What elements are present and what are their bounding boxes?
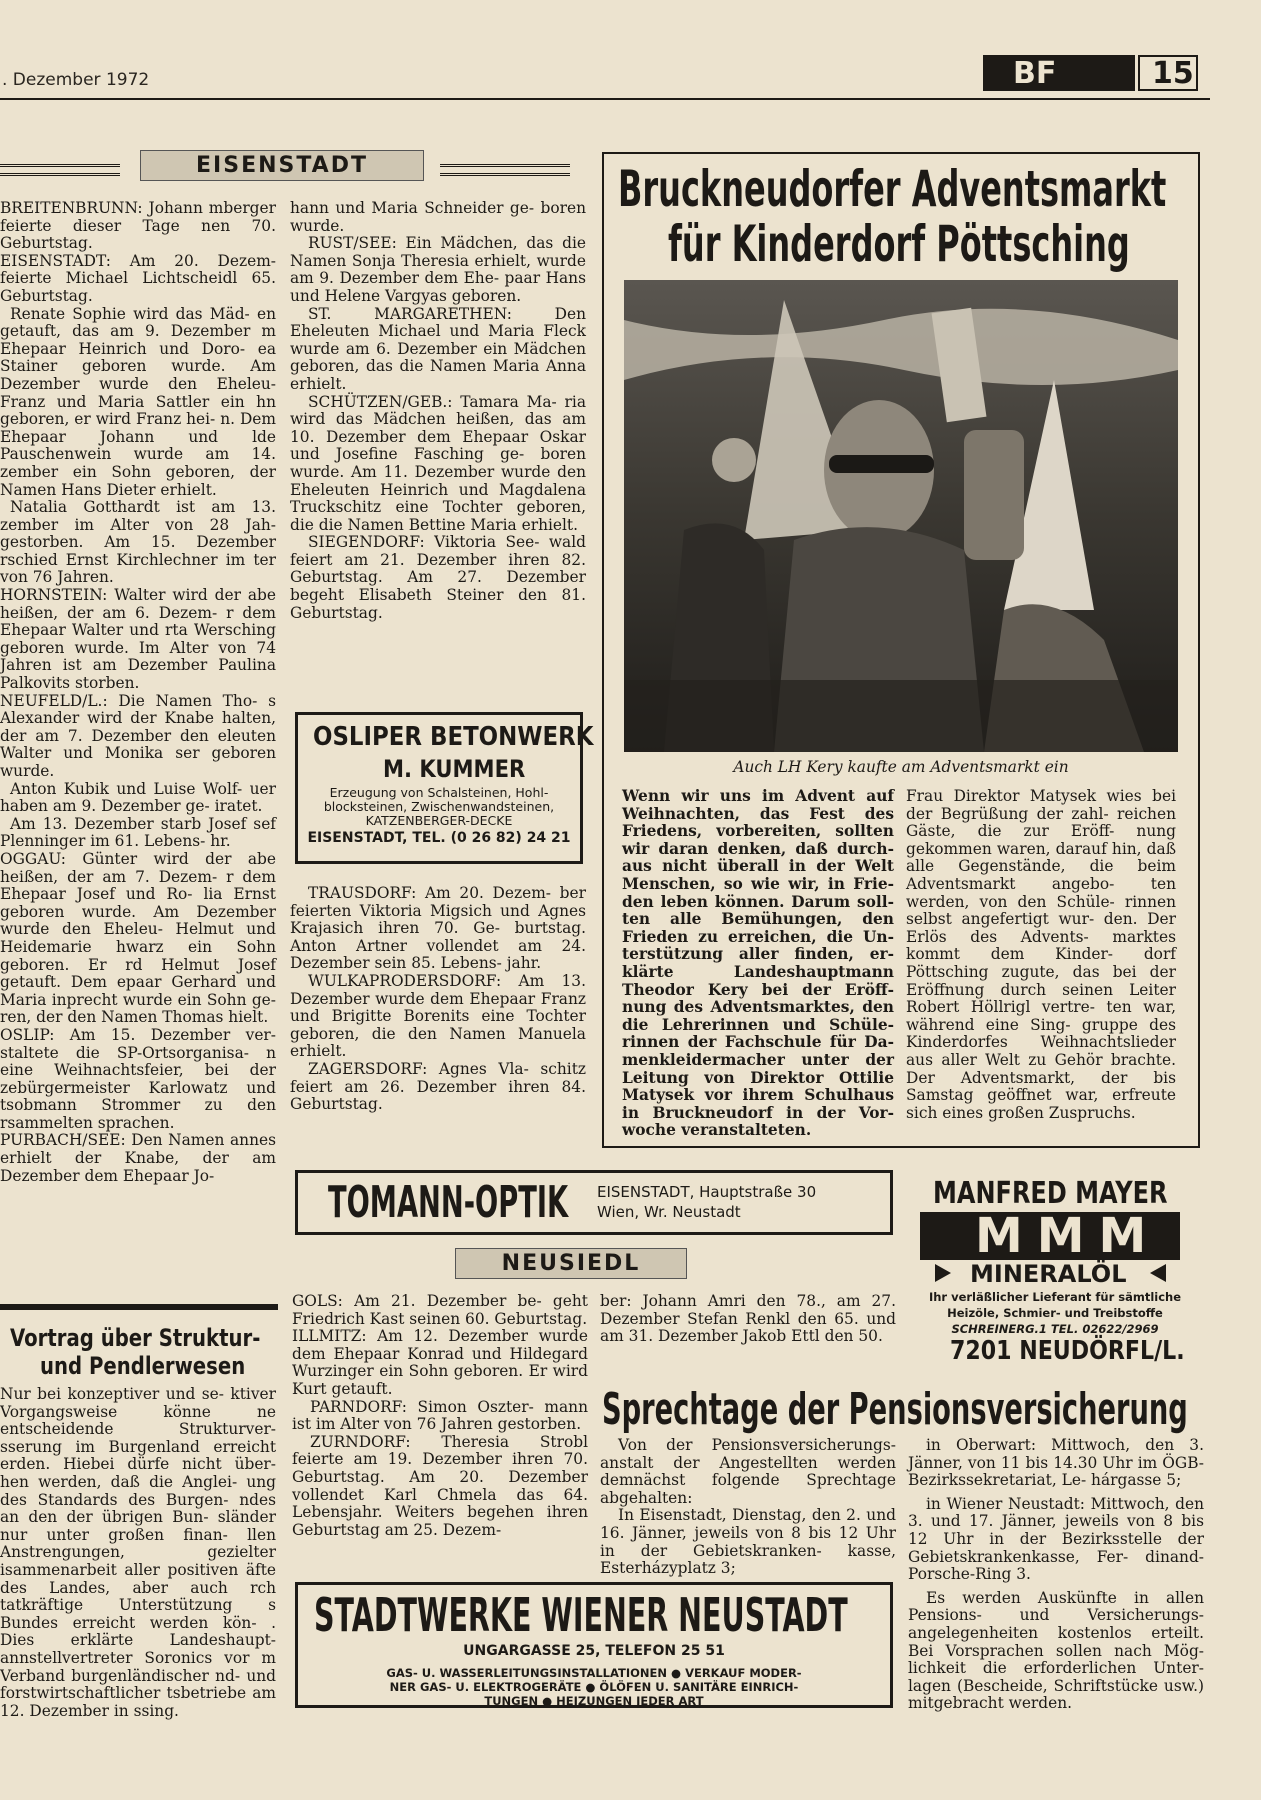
- advent-text-right: Frau Direktor Matysek wies bei der Begrüßung der zahl- reichen Gäste, die zur Eröff- nung gekommen waren, darauf hin, daß alle Gegenstände, die beim Adventsmarkt angebo- ten werden, von den Schüle- rinnen selbst angefertigt wur- den. Der Erlös des Advents- marktes kommt dem Kinder- dorf Pöttsching zugute, das bei der Eröffnung durch seinen Leiter Robert Höllrigl vertre- ten war, während eine Sing- gruppe des Kinderdorfes Weihnachtslieder aus aller Welt zu Gehör brachte. Der Adventsmarkt, der bis Samstag geöffnet war, erfreute sich eines großen Zuspruchs.: [906, 787, 1176, 1122]
- advent-text-left: Wenn wir uns im Advent auf Weihnachten, das Fest des Friedens, vorbereiten, sollten wir daran denken, daß durch- aus nicht überall in der Welt Menschen, so wie wir, in Frie- den leben können. Darum soll- ten alle Bemühungen, den Frieden zu erreichen, die Un- terstützung aller finden, er- klärte Landeshauptmann Theodor Kery bei der Eröff- nung des Adventsmarktes, den die Lehrerinnen und Schüle- rinnen der Fachschule für Da- menkleidermacher unter der Leitung von Direktor Ottilie Matysek vor ihrem Schulhaus in Bruckneudorf in der Vor- woche veranstalteten.: [622, 787, 894, 1140]
- notice-parndorf: PARNDORF: Simon Oszter- mann ist im Alter von 76 Jahren gestorben.: [292, 1397, 588, 1434]
- ad-mayer-name: MANFRED MAYER: [933, 1176, 1168, 1211]
- vortrag-rule: [0, 1304, 278, 1310]
- ad-oslip-name: OSLIPER BETONWERK: [313, 722, 594, 752]
- header-rule: [0, 98, 1210, 100]
- notice-zagersdorf: ZAGERSDORF: Agnes Vla- schitz feiert am 26. Dezember ihren 84. Geburtstag.: [290, 1059, 586, 1114]
- notice-gols: GOLS: Am 21. Dezember be- geht Friedrich Kast seinen 60. Geburtstag.: [292, 1292, 588, 1328]
- vortrag-headline-1: Vortrag über Struktur-: [10, 1324, 261, 1352]
- notice-stainer: Renate Sophie wird das Mäd- en getauft, das am 9. Dezember m Ehepaar Heinrich und Doro- ea Stainer geboren wurde. Am Dezember wurde den Eheleu- Franz und Maria Sattler ein hn geboren, er wird Franz hei- n. Dem Ehepaar Johann und lde Pauschenwein wurde am 14. zember ein Sohn geboren, der Namen Hans Dieter erhielt.: [0, 304, 276, 499]
- ad-stadtwerke-name: STADTWERKE WIENER NEUSTADT: [314, 1588, 848, 1642]
- vortrag-headline-2: und Pendlerwesen: [40, 1352, 246, 1380]
- advent-photo-caption: Auch LH Kery kaufte am Adventsmarkt ein: [733, 758, 1069, 776]
- ad-tomann-address-1: EISENSTADT, Hauptstraße 30: [597, 1183, 817, 1201]
- sprechtage-wiener-neustadt: in Wiener Neustadt: Mittwoch, den 3. und 17. Jänner, jeweils von 8 bis 12 Uhr in der Bezirksstelle der Gebietskrankenkasse, Fer- dinand-Porsche-Ring 3.: [908, 1494, 1204, 1584]
- eisenstadt-rule-left: [0, 164, 120, 176]
- notice-schuetzen: SCHÜTZEN/GEB.: Tamara Ma- ria wird das Mädchen heißen, das am 10. Dezember dem Ehepaar Oskar und Josefine Fasching ge- boren wurde. Am 11. Dezember wurde den Eheleuten Heinrich und Magdalena Truckschitz eine Tochter geboren, die die Namen Bettine Maria erhielt.: [290, 392, 586, 534]
- notice-breitenbrunn: BREITENBRUNN: Johann mberger feierte dieser Tage nen 70. Geburtstag.: [0, 199, 276, 253]
- ad-tomann-address-2: Wien, Wr. Neustadt: [597, 1203, 741, 1221]
- sprechtage-eisenstadt: In Eisenstadt, Dienstag, den 2. und 16. Jänner, jeweils von 8 bis 12 Uhr in der Gebietskranken- kasse, Esterházyplatz 3;: [600, 1506, 896, 1578]
- notice-gotthardt: Natalia Gotthardt ist am 13. zember im Alter von 28 Jah- gestorben. Am 15. Dezember rschied Ernst Kirchlechner im ter von 76 Jahren.: [0, 498, 276, 587]
- notice-zurndorf: ZURNDORF: Theresia Strobl feierte am 19. Dezember ihren 70. Geburtstag. Am 20. Dezember vollendet Karl Chmela das 64. Lebensjahr. Weiters begehen ihren Geburtstag am 25. Dezem-: [292, 1432, 588, 1539]
- notice-trausdorf: TRAUSDORF: Am 20. Dezem- ber feierten Viktoria Migsich und Agnes Krajasich ihren 70. Ge- burtstag. Anton Artner vollendet am 24. Dezember sein 85. Lebens- jahr.: [290, 884, 586, 973]
- vortrag-body: Nur bei konzeptiver und se- ktiver Vorgangsweise könne ne entscheidende Strukturver- sserung im Burgenland erreicht erden. Hiebei dürfe nicht über- hen werden, daß die Anglei- ung des Standards des Burgen- ndes an den der übrigen Bun- sländer nur unter großen finan- llen Anstrengungen, gezielter isammenarbeit aller positiven äfte des Landes, aber auch rch tatkräftige Unterstützung s Bundes erreicht werden kön- . Dies erklärte Landeshaupt- annstellvertreter Soronics vor m Verband burgenländischer nd- und forstwirtschaftlicher tsbetriebe am 12. Dezember in ssing.: [0, 1385, 276, 1720]
- section-label-eisenstadt: EISENSTADT: [140, 150, 424, 181]
- sprechtage-headline: Sprechtage der Pensionsversicherung: [602, 1384, 1188, 1435]
- notice-plenninger: Am 13. Dezember starb Josef sef Plenninger im 61. Lebens- hr.: [0, 814, 276, 851]
- paper-initials: BF: [1013, 56, 1057, 91]
- sprechtage-right: [908, 1437, 1204, 1713]
- advent-photo: [624, 280, 1178, 752]
- ad-oslip-products: Erzeugung von Schalsteinen, Hohl- blocksteinen, Zwischenwandsteinen, KATZENBERGER-DECKE: [323, 785, 555, 828]
- eisenstadt-column-1: [0, 200, 276, 1185]
- notice-purbach: PURBACH/SEE: Den Namen annes erhielt der Knabe, der am Dezember dem Ehepaar Jo-: [0, 1131, 276, 1185]
- advent-photo-image: [624, 280, 1178, 752]
- notice-hornstein: HORNSTEIN: Walter wird der abe heißen, der am 6. Dezem- r dem Ehepaar Walter und rta Wersching geboren wurde. Im Alter von 74 Jahren ist am Dezember Paulina Palkovits storben.: [0, 586, 276, 693]
- ad-mayer-product: MINERALÖL: [970, 1260, 1127, 1288]
- ad-mayer-contact: SCHREINERG.1 TEL. 02622/2969: [951, 1322, 1159, 1336]
- ad-mayer-logo: MMM: [975, 1208, 1161, 1264]
- sprechtage-auskuenfte: Es werden Auskünfte in allen Pensions- und Versicherungs- angelegenheiten kostenlos erteilt. Bei Vorsprachen sollen nach Mög- lichkeit die erforderlichen Unter- lagen (Bescheide, Schriftstücke usw.) mitgebracht werden.: [908, 1588, 1204, 1713]
- notice-kubik: Anton Kubik und Luise Wolf- uer haben am 9. Dezember ge- iratet.: [0, 779, 276, 816]
- advent-headline-1: Bruckneudorfer Adventsmarkt: [618, 160, 1167, 218]
- arrow-right-icon: [935, 1264, 951, 1282]
- ad-stadtwerke-services-2: NER GAS- U. ELEKTROGERÄTE ● ÖLÖFEN U. SANITÄRE EINRICH-: [389, 1680, 799, 1694]
- page-number: 15: [1152, 56, 1194, 91]
- notice-wulkaprodersdorf: WULKAPRODERSDORF: Am 13. Dezember wurde dem Ehepaar Franz und Brigitte Borenits eine Tochter geboren, die den Namen Manuela erhielt.: [290, 971, 586, 1061]
- sprechtage-oberwart: in Oberwart: Mittwoch, den 3. Jänner, von 11 bis 14.30 Uhr im ÖGB-Bezirkssekretariat, Le- hárgasse 5;: [908, 1436, 1204, 1490]
- notice-neufeld: NEUFELD/L.: Die Namen Tho- s Alexander wird der Knabe halten, der am 7. Dezember den eleuten Walter und Monika ser geboren wurde.: [0, 691, 276, 780]
- notice-rust: RUST/SEE: Ein Mädchen, das die Namen Sonja Theresia erhielt, wurde am 9. Dezember dem Ehe- paar Hans und Helene Vargyas geboren.: [290, 234, 586, 305]
- notice-st-margarethen: ST. MARGARETHEN: Den Eheleuten Michael und Maria Fleck wurde am 6. Dezember ein Mädchen geboren, das die Namen Maria Anna erhielt.: [290, 304, 586, 393]
- sprechtage-left: [600, 1437, 896, 1578]
- ad-stadtwerke-address: UNGARGASSE 25, TELEFON 25 51: [463, 1643, 725, 1659]
- neusiedl-column-1: [292, 1293, 588, 1539]
- ad-mayer-tagline-1: Ihr verläßlicher Lieferant für sämtliche: [928, 1290, 1182, 1304]
- notice-oggau: OGGAU: Günter wird der abe heißen, der am 7. Dezem- r dem Ehepaar Josef und Ro- lia Ernst geboren wurde. Am Dezember wurde den Eheleu- Helmut und Heidemarie hwarz ein Sohn geboren. Er rd Helmut Josef getauft. Dem epaar Gerhard und Maria inprecht wurde ein Sohn ge- ren, der den Namen Thomas hielt.: [0, 849, 276, 1027]
- notice-oslip: OSLIP: Am 15. Dezember ver- staltete die SP-Ortsorganisa- n eine Weihnachtsfeier, bei der zebürgermeister Karlowatz und tsobmann Strommer zu den rsammelten sprachen.: [0, 1025, 276, 1132]
- ad-stadtwerke-services-3: TUNGEN ● HEIZUNGEN JEDER ART: [484, 1694, 704, 1708]
- ad-mayer-city: 7201 NEUDÖRFL/L.: [950, 1336, 1185, 1366]
- section-label-neusiedl: NEUSIEDL: [455, 1248, 687, 1279]
- notice-eisenstadt: EISENSTADT: Am 20. Dezem- feierte Michael Lichtscheidl 65. Geburtstag.: [0, 251, 276, 305]
- issue-date: . Dezember 1972: [2, 70, 150, 90]
- advent-headline-2: für Kinderdorf Pöttsching: [668, 215, 1130, 273]
- ad-tomann-name: TOMANN-OPTIK: [328, 1177, 569, 1228]
- neusiedl-column-2: ber: Johann Amri den 78., am 27. Dezember Stefan Renkl den 65. und am 31. Dezember Jakob Ettl den 50.: [600, 1292, 896, 1346]
- notice-siegendorf: SIEGENDORF: Viktoria See- wald feiert am 21. Dezember ihren 82. Geburtstag. Am 27. Dezember begeht Elisabeth Steiner den 81. Geburtstag.: [290, 533, 586, 622]
- paper-badge: [983, 55, 1135, 91]
- notice-illmitz: ILLMITZ: Am 12. Dezember wurde dem Ehepaar Konrad und Hildegard Wurzinger ein Sohn geboren. Er wird Kurt getauft.: [292, 1327, 588, 1398]
- sprechtage-intro: Von der Pensionsversicherungs- anstalt der Angestellten werden demnächst folgende Sprechtage abgehalten:: [600, 1436, 896, 1507]
- ad-mayer-tagline-2: Heizöle, Schmier- und Treibstoffe: [947, 1306, 1163, 1320]
- ad-oslip-contact: EISENSTADT, TEL. (0 26 82) 24 21: [307, 830, 571, 846]
- arrow-left-icon: [1150, 1264, 1166, 1282]
- eisenstadt-column-2-top: [290, 200, 586, 622]
- eisenstadt-column-2-bottom: [290, 885, 586, 1114]
- ad-oslip-owner: M. KUMMER: [383, 755, 526, 783]
- eisenstadt-rule-right: [440, 164, 570, 176]
- notice-schneider: hann und Maria Schneider ge- boren wurde.: [290, 199, 586, 235]
- ad-stadtwerke-services-1: GAS- U. WASSERLEITUNGSINSTALLATIONEN ● VERKAUF MODER-: [386, 1666, 802, 1680]
